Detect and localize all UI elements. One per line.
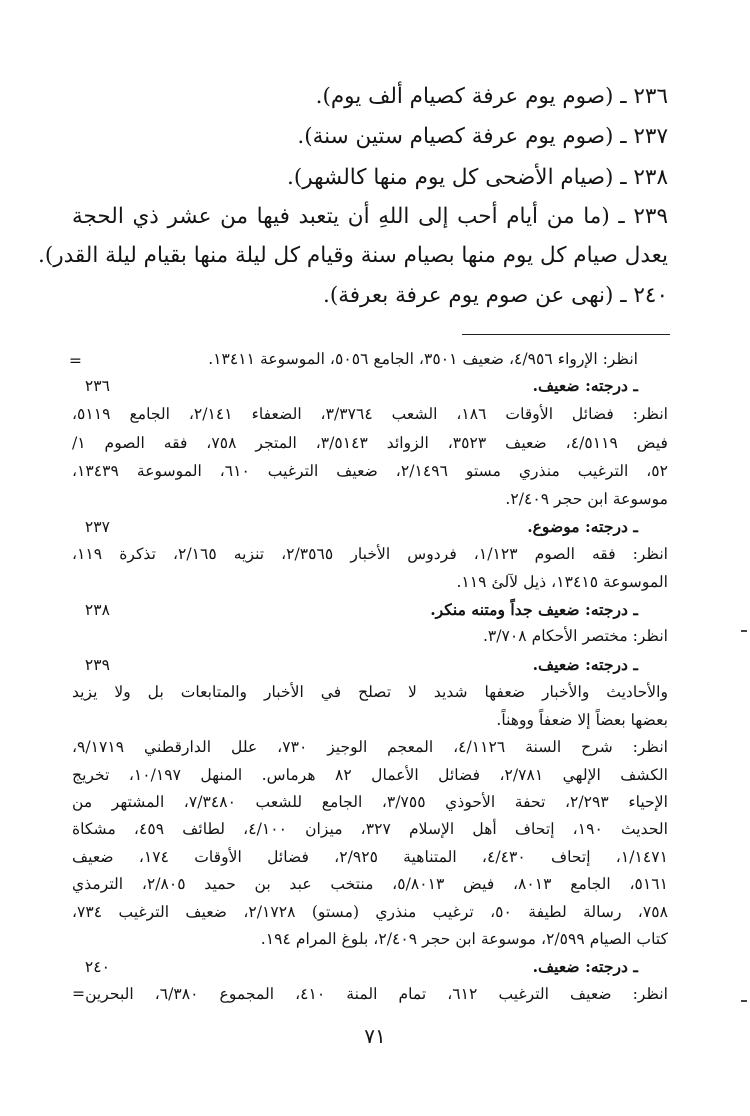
footnote-line: الموسوعة ١٣٤١٥، ذيل لآلئ ١١٩. — [456, 573, 668, 591]
scan-edge-mark — [741, 1000, 747, 1002]
footnote-line: انظر: شرح السنة ٤/١١٢٦، المعجم الوجيز ٧٣٠، علل الدارقطني ٩/١٧١٩، — [72, 738, 668, 756]
main-text-line: يعدل صيام كل يوم منها بصيام سنة وقيام كل ليلة منها بقيام ليلة القدر). — [38, 243, 668, 268]
footnote-line: انظر: الإرواء ٤/٩٥٦، ضعيف ٣٥٠١، الجامع ٥٠٥٦، الموسوعة ١٣٤١١. — [208, 350, 638, 368]
footnote-line: بعضها بعضاً إلا ضعفاً ووهناً. — [496, 711, 668, 729]
scan-edge-mark — [741, 630, 747, 632]
footnote-grade: ـ درجته: ضعيف. — [532, 957, 638, 976]
footnote-number: ٢٣٦ — [84, 377, 110, 395]
footnote-line: انظر: مختصر الأحكام ٣/٧٠٨. — [482, 627, 668, 645]
main-text-line: ٢٣٧ ـ (صوم يوم عرفة كصيام ستين سنة). — [297, 124, 668, 149]
footnote-number: ٢٣٧ — [84, 518, 110, 536]
footnote-line: فيض ٤/٥١١٩، ضعيف ٣٥٢٣، الزوائد ٣/٥١٤٣، المتجر ٧٥٨، فقه الصوم ١/ — [72, 434, 668, 452]
footnote-continuation-marker: = — [68, 352, 82, 370]
footnote-line: الحديث ١٩٠، إتحاف أهل الإسلام ٣٢٧، ميزان ٤/١٠٠، لطائف ٤٥٩، مشكاة — [72, 820, 668, 838]
footnote-line: كتاب الصيام ٢/٥٩٩، موسوعة ابن حجر ٢/٤٠٩، بلوغ المرام ١٩٤. — [260, 930, 668, 948]
footnote-line: ١/١٤٧١، إتحاف ٤/٤٣٠، المتناهية ٢/٩٢٥، فضائل الأوقات ١٧٤، ضعيف — [72, 848, 668, 866]
footnote-grade: ـ درجته: ضعيف جداً ومتنه منكر. — [430, 600, 638, 619]
main-text-line: ٢٣٨ ـ (صيام الأضحى كل يوم منها كالشهر). — [287, 165, 668, 190]
footnote-line: ٥١٦١، الجامع ٨٠١٣، فيض ٥/٨٠١٣، منتخب عبد بن حميد ٢/٨٠٥، الترمذي — [72, 875, 668, 893]
footnote-line: ٧٥٨، رسالة لطيفة ٥٠، ترغيب منذري (مستو) ٢/١٧٢٨، ضعيف الترغيب ٧٣٤، — [72, 903, 668, 921]
footnote-line: انظر: فضائل الأوقات ١٨٦، الشعب ٣/٣٧٦٤، الضعفاء ٢/١٤١، الجامع ٥١١٩، — [72, 405, 669, 423]
footnote-number: ٢٤٠ — [84, 958, 110, 976]
footnote-grade: ـ درجته: ضعيف. — [532, 655, 638, 674]
footnote-line: والأحاديث والأخبار ضعفها شديد لا تصلح في الأخبار والمتابعات بل ولا يزيد — [72, 683, 668, 701]
footnote-divider — [462, 334, 670, 335]
page-number: ٧١ — [364, 1024, 386, 1048]
footnote-line: الإحياء ٢/٢٩٣، تحفة الأحوذي ٣/٧٥٥، الجامع للشعب ٧/٣٤٨٠، المشتهر من — [72, 793, 668, 811]
main-text-line: ٢٤٠ ـ (نهى عن صوم يوم عرفة بعرفة). — [322, 283, 668, 308]
main-text-line: ٢٣٩ ـ (ما من أيام أحب إلى اللهِ أن يتعبد فيها من عشر ذي الحجة — [72, 204, 668, 229]
footnote-line: انظر: فقه الصوم ١/١٢٣، فردوس الأخبار ٢/٣٥٦٥، تنزيه ٢/١٦٥، تذكرة ١١٩، — [72, 545, 668, 563]
footnote-line: الكشف الإلهي ٢/٧٨١، فضائل الأعمال ٨٢ هرماس. المنهل ١٠/١٩٧، تخريج — [72, 766, 668, 784]
footnote-number: ٢٣٨ — [84, 601, 110, 619]
footnote-line: انظر: ضعيف الترغيب ٦١٢، تمام المنة ٤١٠، المجموع ٦/٣٨٠، البحرين= — [72, 985, 668, 1003]
footnote-grade: ـ درجته: ضعيف. — [532, 376, 638, 395]
main-text-line: ٢٣٦ ـ (صوم يوم عرفة كصيام ألف يوم). — [315, 84, 668, 109]
footnote-line: ٥٢، الترغيب منذري مستو ٢/١٤٩٦، ضعيف الترغيب ٦١٠، الموسوعة ١٣٤٣٩، — [72, 462, 668, 480]
footnote-line: موسوعة ابن حجر ٢/٤٠٩. — [505, 490, 668, 508]
footnote-grade: ـ درجته: موضوع. — [527, 517, 638, 536]
footnote-number: ٢٣٩ — [84, 656, 110, 674]
